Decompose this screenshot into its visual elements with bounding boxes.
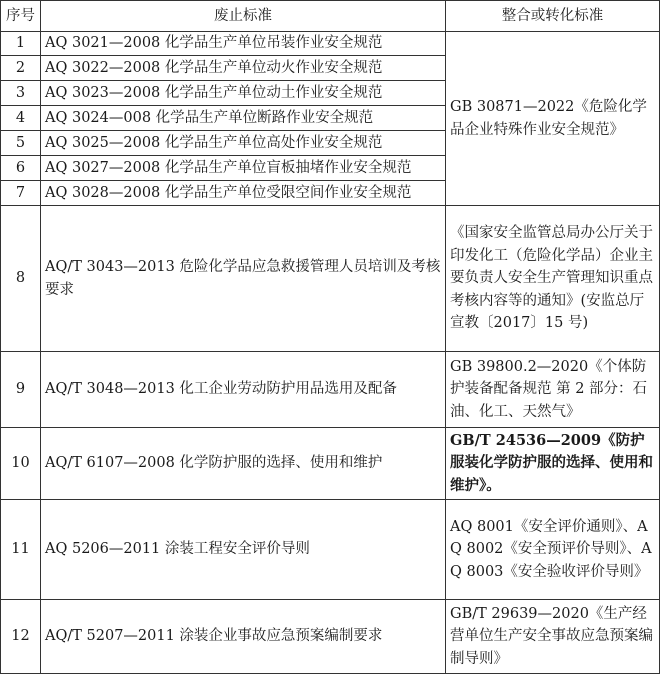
table-row bbox=[1, 32, 660, 56]
abolished-standard: AQ 5206—2011 涂装工程安全评价导则 bbox=[41, 500, 446, 600]
abolished-standard: AQ 3025—2008 化学品生产单位高处作业安全规范 bbox=[41, 131, 446, 156]
row-number: 8 bbox=[1, 206, 41, 352]
abolished-standard: AQ 3027—2008 化学品生产单位盲板抽堵作业安全规范 bbox=[41, 156, 446, 181]
table-row bbox=[1, 600, 660, 674]
abolished-standard: AQ/T 3048—2013 化工企业劳动防护用品选用及配备 bbox=[41, 352, 446, 428]
row-number: 4 bbox=[1, 106, 41, 131]
merged-replacement-standard: GB 30871—2022《危险化学品企业特殊作业安全规范》 bbox=[446, 32, 660, 206]
header-new: 整合或转化标准 bbox=[446, 1, 660, 32]
replacement-standard: GB/T 24536—2009《防护服装化学防护服的选择、使用和维护》。 bbox=[446, 428, 660, 500]
replacement-standard: GB 39800.2—2020《个体防护装备配备规范 第 2 部分：石油、化工、天然气》 bbox=[446, 352, 660, 428]
row-number: 6 bbox=[1, 156, 41, 181]
row-number: 3 bbox=[1, 81, 41, 106]
abolished-standard: AQ 3028—2008 化学品生产单位受限空间作业安全规范 bbox=[41, 181, 446, 206]
abolished-standard: AQ 3023—2008 化学品生产单位动土作业安全规范 bbox=[41, 81, 446, 106]
table-row bbox=[1, 500, 660, 600]
row-number: 11 bbox=[1, 500, 41, 600]
header-old: 废止标准 bbox=[41, 1, 446, 32]
abolished-standard: AQ 3021—2008 化学品生产单位吊装作业安全规范 bbox=[41, 32, 446, 56]
abolished-standard: AQ/T 5207—2011 涂装企业事故应急预案编制要求 bbox=[41, 600, 446, 674]
replacement-standard: 《国家安全监管总局办公厅关于印发化工（危险化学品）企业主要负责人安全生产管理知识重点考核内容等的通知》(安监总厅宣教〔2017〕15 号) bbox=[446, 206, 660, 352]
abolished-standard: AQ 3022—2008 化学品生产单位动火作业安全规范 bbox=[41, 56, 446, 81]
header-no: 序号 bbox=[1, 1, 41, 32]
row-number: 12 bbox=[1, 600, 41, 674]
row-number: 2 bbox=[1, 56, 41, 81]
table-row bbox=[1, 206, 660, 352]
abolished-standard: AQ/T 3043—2013 危险化学品应急救援管理人员培训及考核要求 bbox=[41, 206, 446, 352]
replacement-standard: AQ 8001《安全评价通则》、AQ 8002《安全预评价导则》、AQ 8003《安全验收评价导则》 bbox=[446, 500, 660, 600]
row-number: 5 bbox=[1, 131, 41, 156]
abolished-standard: AQ/T 6107—2008 化学防护服的选择、使用和维护 bbox=[41, 428, 446, 500]
table-header-row bbox=[1, 1, 660, 32]
abolished-standard: AQ 3024—008 化学品生产单位断路作业安全规范 bbox=[41, 106, 446, 131]
row-number: 7 bbox=[1, 181, 41, 206]
row-number: 10 bbox=[1, 428, 41, 500]
table-row bbox=[1, 428, 660, 500]
row-number: 1 bbox=[1, 32, 41, 56]
table-row bbox=[1, 352, 660, 428]
row-number: 9 bbox=[1, 352, 41, 428]
replacement-standard: GB/T 29639—2020《生产经营单位生产安全事故应急预案编制导则》 bbox=[446, 600, 660, 674]
